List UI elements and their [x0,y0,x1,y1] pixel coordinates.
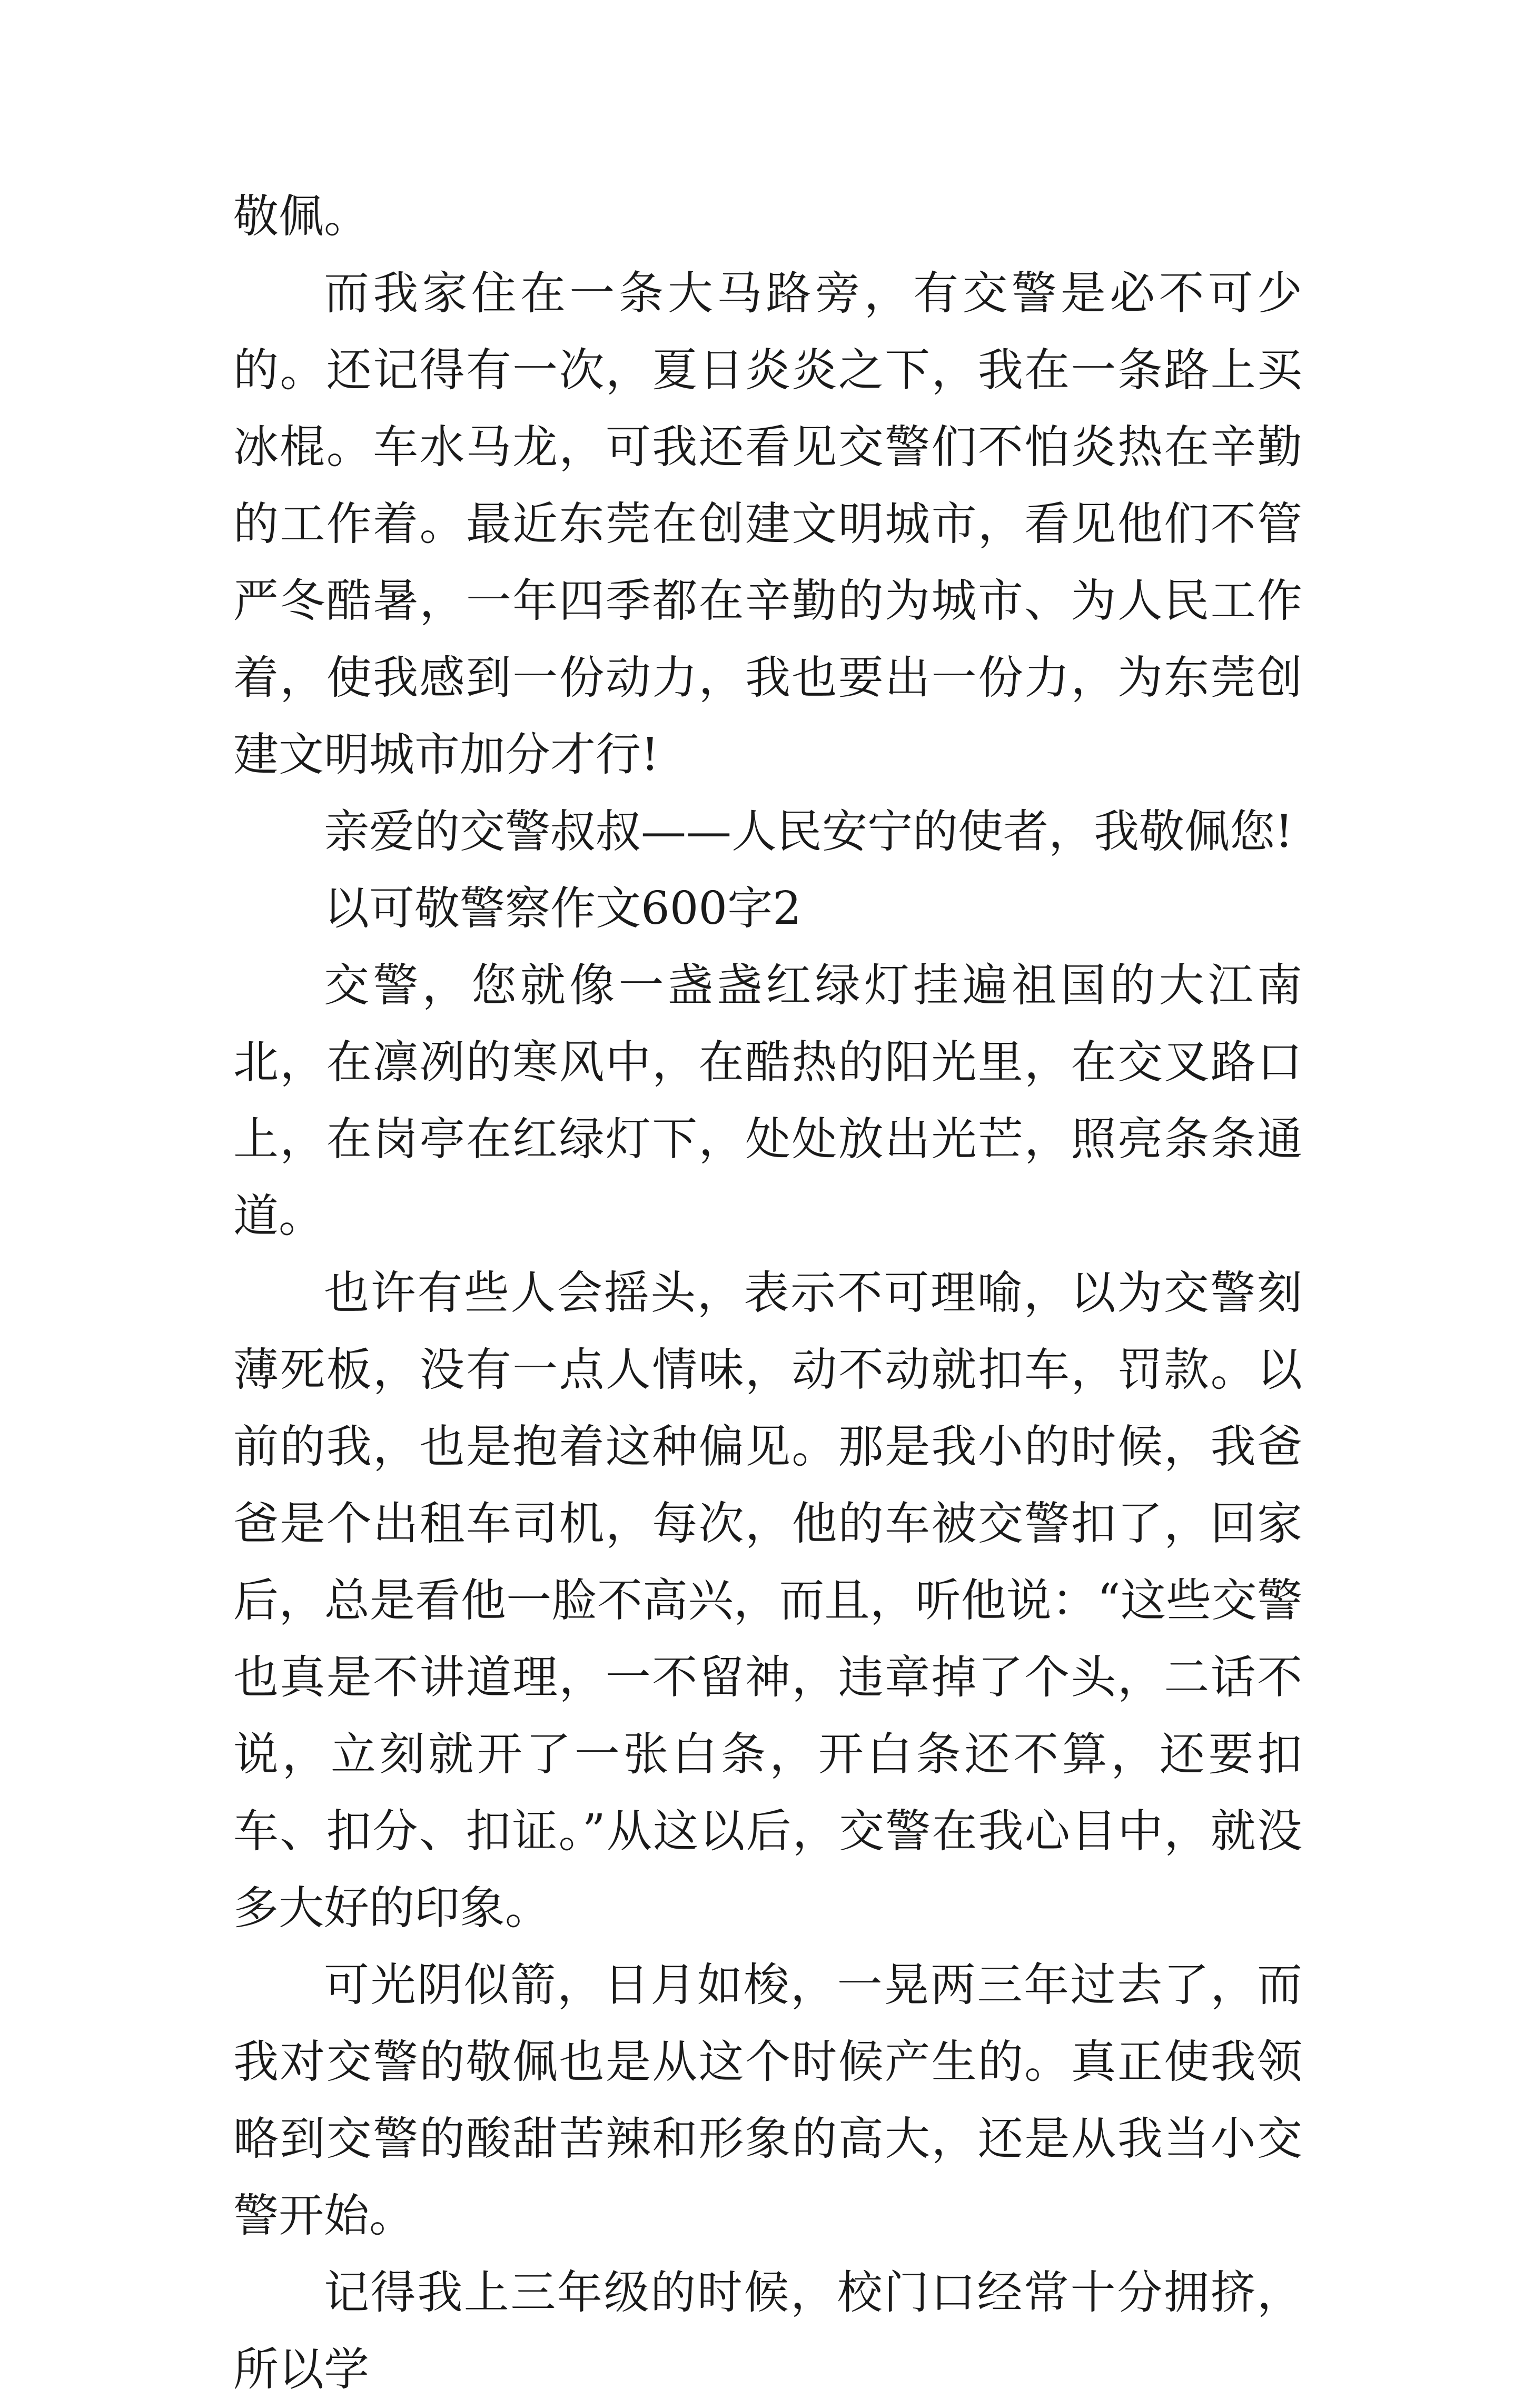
paragraph-3: 亲爱的交警叔叔——人民安宁的使者，我敬佩您! [324,805,1293,858]
document-body [233,178,1302,2408]
paragraph-8: 记得我上三年级的时候，校门口经常十分拥挤，所以学 [233,2266,1302,2396]
paragraph-2: 而我家住在一条大马路旁，有交警是必不可少的。还记得有一次，夏日炎炎之下，我在一条路上买冰棍。车水马龙，可我还看见交警们不怕炎热在辛勤的工作着。最近东莞在创建文明城市，看见他们不管严冬酷暑，一年四季都在辛勤的为城市、为人民工作着，使我感到一份动力，我也要出一份力，为东莞创建文明城市加分才行! [233,267,1302,781]
paragraph-7: 可光阴似箭，日月如梭，一晃两三年过去了，而我对交警的敬佩也是从这个时候产生的。真正使我领略到交警的酸甜苦辣和形象的高大，还是从我当小交警开始。 [233,1959,1302,2242]
paragraph-1: 敬佩。 [233,190,369,243]
paragraph-5: 交警，您就像一盏盏红绿灯挂遍祖国的大江南北，在凛冽的寒风中，在酷热的阳光里，在交叉路口上，在岗亭在红绿灯下，处处放出光芒，照亮条条通道。 [233,959,1302,1242]
paragraph-6: 也许有些人会摇头，表示不可理喻，以为交警刻薄死板，没有一点人情味，动不动就扣车，罚款。以前的我，也是抱着这种偏见。那是我小的时候，我爸爸是个出租车司机，每次，他的车被交警扣了，回家后，总是看他一脸不高兴，而且，听他说：“这些交警也真是不讲道理，一不留神，违章掉了个头，二话不说，立刻就开了一张白条，开白条还不算，还要扣车、扣分、扣证。”从这以后，交警在我心目中，就没多大好的印象。 [233,1267,1302,1935]
section-heading: 以可敬警察作文600字2 [324,882,801,935]
